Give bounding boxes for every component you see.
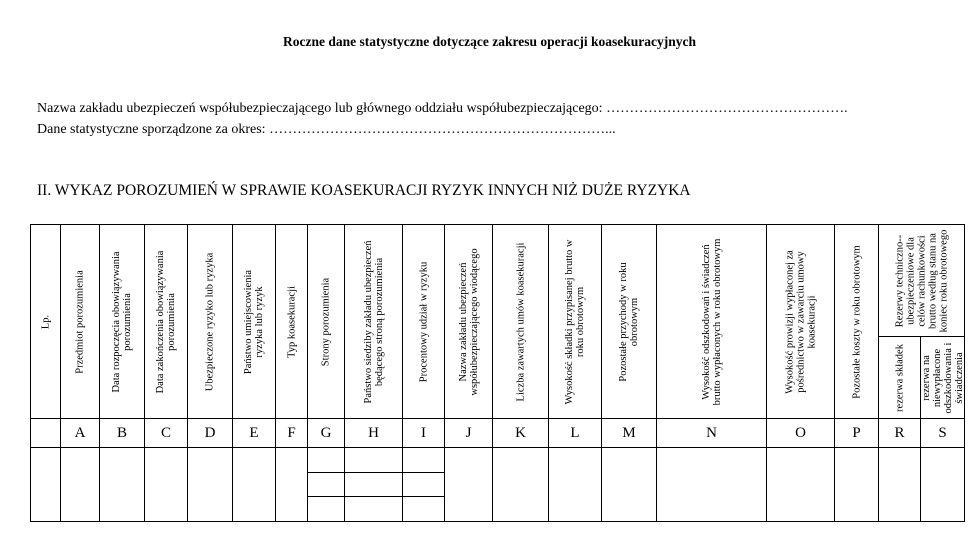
header-N: Wysokość odszkodowań i świadczeń brutto wypłaconych w roku obrotowym — [657, 225, 767, 419]
header-C: Data zakończenia obowiązywania porozumienia — [145, 225, 188, 419]
letter-C: C — [145, 419, 188, 448]
letter-L: L — [549, 419, 602, 448]
letter-B: B — [100, 419, 145, 448]
data-cell-N[interactable] — [657, 448, 767, 522]
letter-J: J — [445, 419, 493, 448]
header-L: Wysokość składki przypisanej brutto w roku obrotowym — [549, 225, 602, 419]
insurer-name-line: Nazwa zakładu ubezpieczeń współubezpieczającego lub głównego oddziału współubezpieczającego: ……………………………………………. — [37, 101, 848, 116]
header-P: Pozostałe koszty w roku obrotowym — [835, 225, 879, 419]
data-cell-lp[interactable] — [31, 448, 61, 522]
letter-D: D — [188, 419, 233, 448]
header-H: Państwo siedziby zakładu ubezpieczeń będącego stroną porozumienia — [345, 225, 403, 419]
letter-lp — [31, 419, 61, 448]
letter-N: N — [657, 419, 767, 448]
data-cell-C[interactable] — [145, 448, 188, 522]
data-cell-M[interactable] — [602, 448, 657, 522]
data-cell-I[interactable] — [403, 448, 445, 522]
data-cell-P[interactable] — [835, 448, 879, 522]
data-cell-S[interactable] — [921, 448, 965, 522]
data-cell-H[interactable] — [345, 448, 403, 522]
header-B: Data rozpoczęcia obowiązywania porozumienia — [100, 225, 145, 419]
header-D: Ubezpieczone ryzyko lub ryzyka — [188, 225, 233, 419]
data-cell-K[interactable] — [493, 448, 549, 522]
data-cell-B[interactable] — [100, 448, 145, 522]
header-lp: Lp. — [31, 225, 61, 419]
data-cell-E[interactable] — [233, 448, 276, 522]
header-G: Strony porozumienia — [308, 225, 345, 419]
header-O: Wysokość prowizji wypłaconej za pośrednictwo w zawarciu umowy koasekuracji — [767, 225, 835, 419]
header-M: Pozostałe przychody w roku obrotowym — [602, 225, 657, 419]
header-K: Liczba zawartych umów koasekuracji — [493, 225, 549, 419]
header-S: rezerwa na niewypłacone odszkodowania i świadczenia — [921, 337, 965, 419]
letter-E: E — [233, 419, 276, 448]
letter-R: R — [879, 419, 921, 448]
page-title: Roczne dane statystyczne dotyczące zakresu operacji koasekuracyjnych — [283, 34, 696, 49]
data-cell-O[interactable] — [767, 448, 835, 522]
section-heading: II. WYKAZ POROZUMIEŃ W SPRAWIE KOASEKURACJI RYZYK INNYCH NIŻ DUŻE RYZYKA — [37, 182, 691, 199]
data-cell-J[interactable] — [445, 448, 493, 522]
data-cell-A[interactable] — [61, 448, 100, 522]
letter-K: K — [493, 419, 549, 448]
letter-O: O — [767, 419, 835, 448]
period-line: Dane statystyczne sporządzone za okres: ………………………………………………………………... — [37, 122, 616, 137]
letter-H: H — [345, 419, 403, 448]
data-cell-G[interactable] — [308, 448, 345, 522]
data-cell-D[interactable] — [188, 448, 233, 522]
header-I: Procentowy udział w ryzyku — [403, 225, 445, 419]
data-cell-R[interactable] — [879, 448, 921, 522]
letter-M: M — [602, 419, 657, 448]
letter-G: G — [308, 419, 345, 448]
letter-P: P — [835, 419, 879, 448]
data-cell-L[interactable] — [549, 448, 602, 522]
header-J: Nazwa zakładu ubezpieczeń współubezpieczającego wiodącego — [445, 225, 493, 419]
header-R: rezerwa składek — [879, 337, 921, 419]
letter-I: I — [403, 419, 445, 448]
header-RS: Rezerwy techniczno--ubezpieczeniowe dla celów rachunkowości brutto według stanu na koniec roku obrotowego — [879, 225, 965, 337]
header-E: Państwo umiejscowienia ryzyka lub ryzyk — [233, 225, 276, 419]
letter-A: A — [61, 419, 100, 448]
letter-S: S — [921, 419, 965, 448]
coinsurance-table — [30, 224, 965, 522]
letter-F: F — [276, 419, 308, 448]
header-F: Typ koasekuracji — [276, 225, 308, 419]
data-cell-F[interactable] — [276, 448, 308, 522]
header-A: Przedmiot porozumienia — [61, 225, 100, 419]
